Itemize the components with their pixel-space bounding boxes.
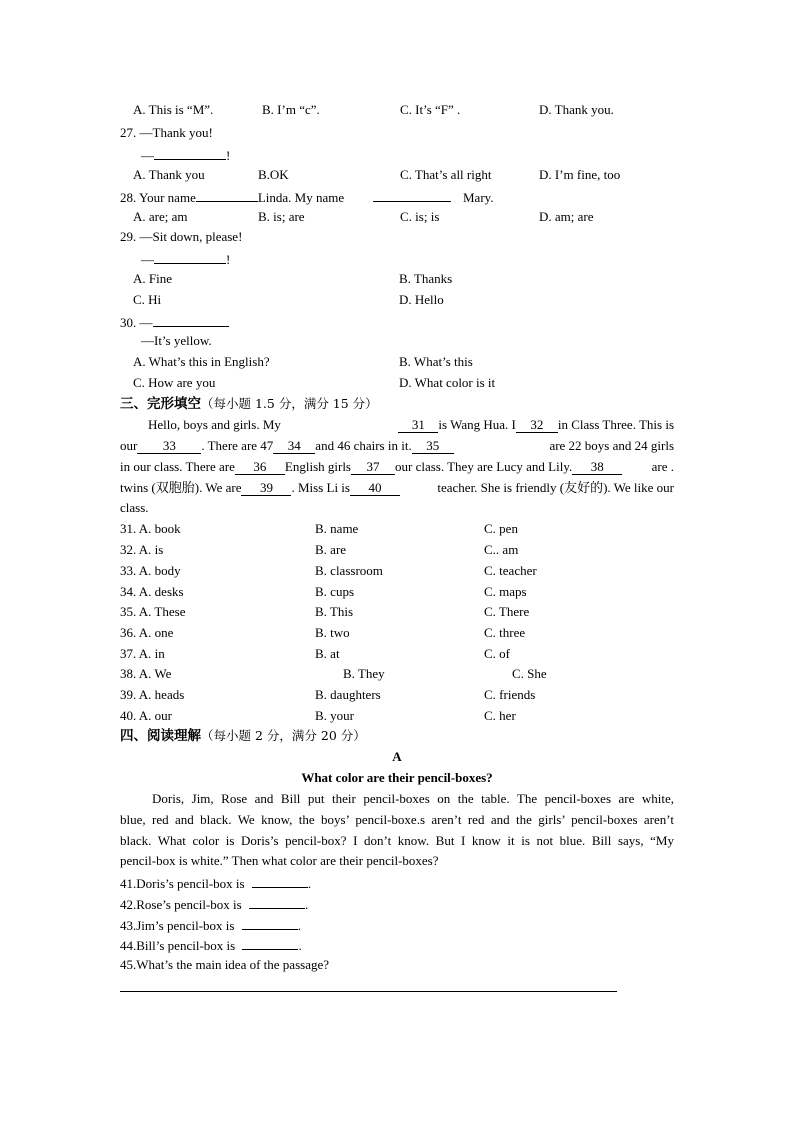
cloze-blank-37[interactable]: 37 [351, 460, 395, 475]
q26-option-d: D. Thank you. [539, 102, 614, 117]
cloze-option-c: C. She [512, 666, 547, 681]
passage-line: black. What color is Doris’s pencil-box? I don’t know. But I know it is not blue. Bill says, “My [120, 833, 674, 848]
cloze-option-a: 35. A. These [120, 604, 186, 619]
cloze-option-b: B. cups [315, 584, 354, 599]
cloze-line-4: twins (双胞胎). We are 39 . Miss Li is 40 teacher. She is friendly (友好的). We like our [120, 480, 674, 495]
answer-blank[interactable] [154, 250, 226, 264]
cloze-blank-40[interactable]: 40 [350, 481, 400, 496]
q30-option-c: C. How are you [133, 375, 216, 390]
cloze-option-a: 40. A. our [120, 708, 172, 723]
answer-blank[interactable] [196, 188, 258, 202]
cloze-blank-32[interactable]: 32 [516, 418, 558, 433]
q27-option-c: C. That’s all right [400, 167, 492, 182]
cloze-option-b: B. classroom [315, 563, 383, 578]
cloze-blank-31[interactable]: 31 [398, 418, 438, 433]
q27-stem: 27. —Thank you! [120, 125, 213, 140]
cloze-blank-38[interactable]: 38 [572, 460, 622, 475]
cloze-option-b: B. are [315, 542, 347, 557]
q26-option-c: C. It’s “F” . [400, 102, 461, 117]
q28-stem-end: Mary. [373, 188, 494, 206]
q30-option-b: B. What’s this [399, 354, 473, 369]
cloze-option-c: C. teacher [484, 563, 537, 578]
reading-question-45: 45.What’s the main idea of the passage? [120, 957, 330, 972]
q29-answer-line: — ! [141, 252, 231, 267]
cloze-option-c: C. three [484, 625, 526, 640]
q30-stem: 30. — [120, 313, 229, 331]
cloze-option-c: C. There [484, 604, 530, 619]
passage-label: A [392, 749, 402, 764]
q30-option-d: D. What color is it [399, 375, 496, 390]
q29-option-d: D. Hello [399, 292, 444, 307]
cloze-option-a: 34. A. desks [120, 584, 184, 599]
q29-option-c: C. Hi [133, 292, 162, 307]
q30-reply: —It’s yellow. [141, 333, 212, 348]
q26-option-a: A. This is “M”. [133, 102, 214, 117]
answer-blank[interactable] [242, 936, 298, 950]
cloze-option-a: 32. A. is [120, 542, 164, 557]
cloze-option-c: C. pen [484, 521, 518, 536]
cloze-option-c: C. her [484, 708, 516, 723]
cloze-blank-35[interactable]: 35 [412, 439, 454, 454]
cloze-option-c: C. friends [484, 687, 536, 702]
q28-stem: 28. Your name Linda. My name [120, 190, 345, 205]
cloze-line-5: class. [120, 500, 149, 515]
q28-option-a: A. are; am [133, 209, 188, 224]
cloze-option-a: 38. A. We [120, 666, 172, 681]
answer-blank[interactable] [154, 146, 226, 160]
cloze-option-b: B. two [315, 625, 350, 640]
answer-blank[interactable] [242, 916, 298, 930]
cloze-option-b: B. name [315, 521, 359, 536]
cloze-option-c: C.. am [484, 542, 519, 557]
passage-line: pencil-box is white.” Then what color are their pencil-boxes? [120, 853, 439, 868]
cloze-blank-33[interactable]: 33 [137, 439, 201, 454]
q28-option-c: C. is; is [400, 209, 440, 224]
q27-option-b: B.OK [258, 167, 289, 182]
cloze-blank-36[interactable]: 36 [235, 460, 285, 475]
cloze-blank-34[interactable]: 34 [273, 439, 315, 454]
reading-question-42: 42.Rose’s pencil-box is . [120, 897, 309, 912]
section3-heading: 三、完形填空（每小题 1.5 分，满分 15 分） [120, 396, 378, 412]
cloze-option-b: B. This [315, 604, 354, 619]
q29-stem: 29. —Sit down, please! [120, 229, 243, 244]
cloze-option-a: 39. A. heads [120, 687, 185, 702]
cloze-option-b: B. at [315, 646, 340, 661]
cloze-option-a: 37. A. in [120, 646, 165, 661]
cloze-option-b: B. your [315, 708, 354, 723]
q29-option-a: A. Fine [133, 271, 172, 286]
q28-option-d: D. am; are [539, 209, 594, 224]
cloze-option-b: B. They [343, 666, 385, 681]
q30-option-a: A. What’s this in English? [133, 354, 270, 369]
section4-heading: 四、阅读理解（每小题 2 分，满分 20 分） [120, 728, 366, 744]
answer-blank[interactable] [153, 313, 229, 327]
cloze-blank-39[interactable]: 39 [241, 481, 291, 496]
q28-option-b: B. is; are [258, 209, 305, 224]
answer-blank[interactable] [249, 895, 305, 909]
passage-line: Doris, Jim, Rose and Bill put their pencil-boxes on the table. The pencil-boxes are white, [152, 791, 674, 806]
answer-line-45[interactable] [120, 991, 617, 992]
q27-answer-line: — ! [141, 148, 231, 163]
q26-option-b: B. I’m “c”. [262, 102, 320, 117]
cloze-option-a: 31. A. book [120, 521, 181, 536]
reading-question-44: 44.Bill’s pencil-box is . [120, 938, 302, 953]
q29-option-b: B. Thanks [399, 271, 453, 286]
cloze-option-c: C. of [484, 646, 510, 661]
cloze-option-a: 33. A. body [120, 563, 181, 578]
reading-question-41: 41.Doris’s pencil-box is . [120, 876, 312, 891]
answer-blank[interactable] [373, 188, 451, 202]
q27-option-a: A. Thank you [133, 167, 205, 182]
cloze-option-b: B. daughters [315, 687, 381, 702]
reading-question-43: 43.Jim’s pencil-box is . [120, 918, 301, 933]
answer-blank[interactable] [252, 874, 308, 888]
cloze-option-a: 36. A. one [120, 625, 174, 640]
cloze-line-1: Hello, boys and girls. My 31 is Wang Hua. I 32 in Class Three. This is [148, 417, 674, 432]
cloze-option-c: C. maps [484, 584, 527, 599]
cloze-line-2: our 33 . There are 47 34 and 46 chairs in it. 35 are 22 boys and 24 girls [120, 438, 674, 453]
cloze-line-3: in our class. There are 36 English girls 37 our class. They are Lucy and Lily. 38 are . [120, 459, 674, 474]
q27-option-d: D. I’m fine, too [539, 167, 621, 182]
passage-title: What color are their pencil-boxes? [301, 770, 493, 785]
passage-line: blue, red and black. We know, the boys’ pencil-boxe.s aren’t red and the girls’ pencil-boxes aren’t [120, 812, 674, 827]
